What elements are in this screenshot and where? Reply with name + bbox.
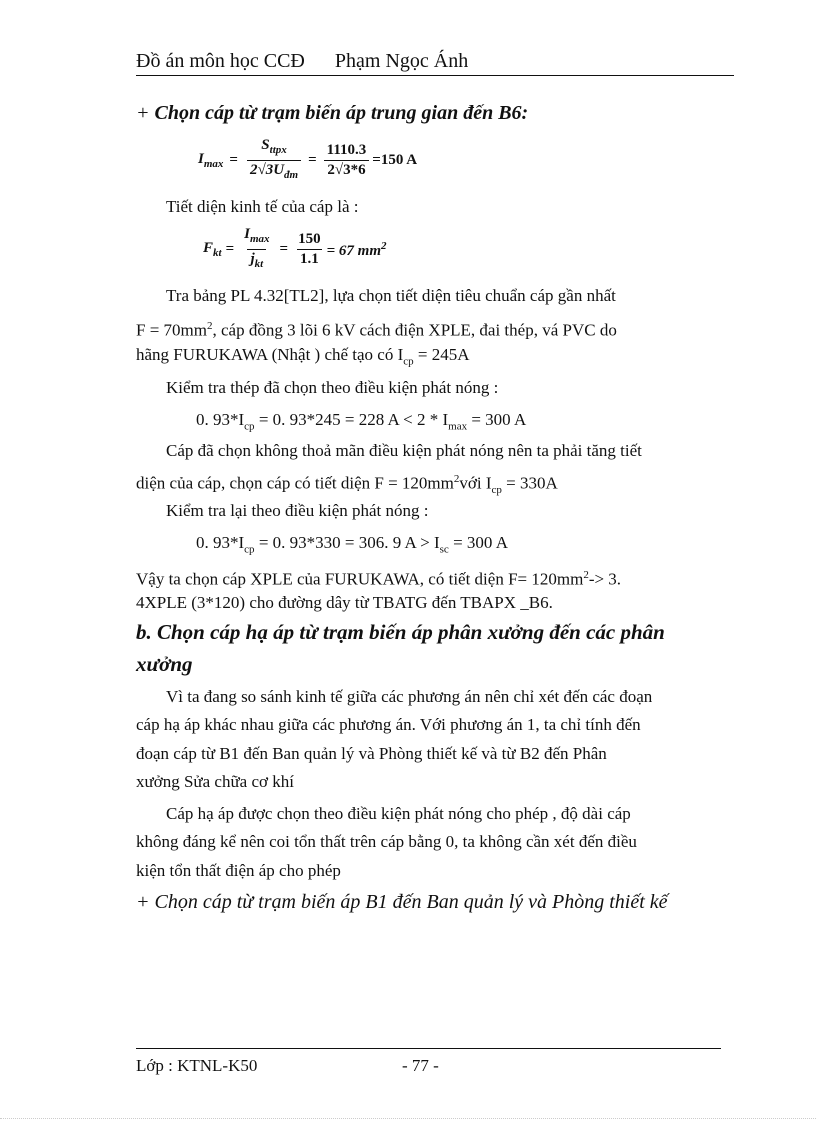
p5-line2: không đáng kể nên coi tổn thất trên cáp bằng 0, ta không cần xét đến điều bbox=[136, 832, 637, 851]
f2-frac2: $\frac{150}{1.1}$ bbox=[298, 231, 321, 267]
f2-result: = 67 $mm^2$ bbox=[326, 239, 387, 259]
f1-eq2: = bbox=[308, 152, 317, 168]
text-kinh-te: Tiết diện kinh tế của cáp là : bbox=[166, 197, 359, 216]
p3-line1: Vậy ta chọn cáp XPLE của FURUKAWA, có tiết diện $F= 120mm^2-> 3$. bbox=[136, 569, 622, 589]
page-header bbox=[136, 50, 734, 76]
f1-frac1: $\frac{S_{ttpx}}{2√3U_{đm}}$ bbox=[247, 137, 301, 184]
check1-line: Kiểm tra thép đã chọn theo điều kiện phát nóng : bbox=[166, 378, 499, 397]
section-heading-b6 bbox=[136, 102, 528, 125]
f1-result: =150 A bbox=[372, 152, 418, 168]
section-b-heading-line2: xưởng bbox=[136, 652, 193, 676]
formula-fkt bbox=[203, 226, 387, 273]
heading-plus: + bbox=[136, 102, 155, 124]
section-heading-b1: + Chọn cáp từ trạm biến áp B1 đến Ban quản lý và Phòng thiết kế bbox=[136, 891, 668, 913]
p2-line1: Cáp đã chọn không thoả mãn điều kiện phát nóng nên ta phải tăng tiết bbox=[166, 441, 642, 460]
f2-lhs: $F_{kt}$ bbox=[203, 240, 222, 259]
p4-line4: xưởng Sửa chữa cơ khí bbox=[136, 772, 294, 791]
p4-line2: cáp hạ áp khác nhau giữa các phương án. Với phương án 1, ta chỉ tính đến bbox=[136, 715, 641, 734]
p4-line1: Vì ta đang so sánh kinh tế giữa các phương án nên chỉ xét đến các đoạn bbox=[166, 687, 653, 706]
f1-frac2: $\frac{1110.3}{2√3*6}$ bbox=[324, 142, 370, 179]
footer-class: Lớp : KTNL-K50 bbox=[136, 1056, 258, 1075]
f2-eq1: = bbox=[225, 241, 235, 257]
p1-line3: hãng FURUKAWA (Nhật ) chế tạo có $I_{cp} = 245A$ bbox=[136, 345, 470, 368]
f2-frac1: $\frac{I_{max}}{j_{kt}}$ bbox=[241, 226, 272, 273]
heading-title: Chọn cáp từ trạm biến áp trung gian đến B6: bbox=[154, 102, 529, 124]
check2-line: Kiểm tra lại theo điều kiện phát nóng : bbox=[166, 501, 429, 520]
check2-formula: 0. $93*I_{cp} = 0$. 93*330 = 306. 9 $A > I_{sc} = 300$ A bbox=[196, 533, 508, 556]
p4-line3: đoạn cáp từ B1 đến Ban quản lý và Phòng thiết kế và từ B2 đến Phân bbox=[136, 744, 607, 763]
formula-imax bbox=[198, 137, 417, 184]
header-course: Đồ án môn học CCĐ bbox=[136, 50, 305, 72]
p2-line2: diện của cáp, chọn cáp có tiết diện $F = 120mm^2với$ $I_{cp} = 330A$ bbox=[136, 473, 558, 497]
f1-lhs: $I_{max}$ bbox=[198, 151, 224, 170]
footer-page-number: - 77 - bbox=[402, 1056, 439, 1075]
p1-line2: $F = 70mm^2$, cáp đồng 3 lõi 6 kV cách điện XPLE, đai thép, vá PVC do bbox=[136, 320, 617, 340]
p5-line3: kiện tổn thất điện áp cho phép bbox=[136, 861, 341, 880]
p3-line2: 4XPLE (3*120) cho đường dây từ TBATG đến TBAPX _B6. bbox=[136, 593, 553, 612]
check1-formula: 0. $93*I_{cp} = 0$. 93*245 = 228 $A < 2 * I_{max} = 300$ A bbox=[196, 410, 527, 433]
section-b-heading-line1: b. Chọn cáp hạ áp từ trạm biến áp phân xưởng đến các phân bbox=[136, 620, 665, 644]
page-bottom-dotted-line bbox=[0, 1118, 816, 1119]
f2-eq2: = bbox=[279, 241, 289, 257]
p1-line1: Tra bảng PL 4.32[TL2], lựa chọn tiết diện tiêu chuẩn cáp gần nhất bbox=[166, 286, 616, 305]
p5-line1: Cáp hạ áp được chọn theo điều kiện phát nóng cho phép , độ dài cáp bbox=[166, 804, 631, 823]
header-author: Phạm Ngọc Ánh bbox=[334, 50, 469, 72]
footer-rule bbox=[136, 1048, 721, 1049]
f1-eq1: = bbox=[229, 152, 238, 168]
